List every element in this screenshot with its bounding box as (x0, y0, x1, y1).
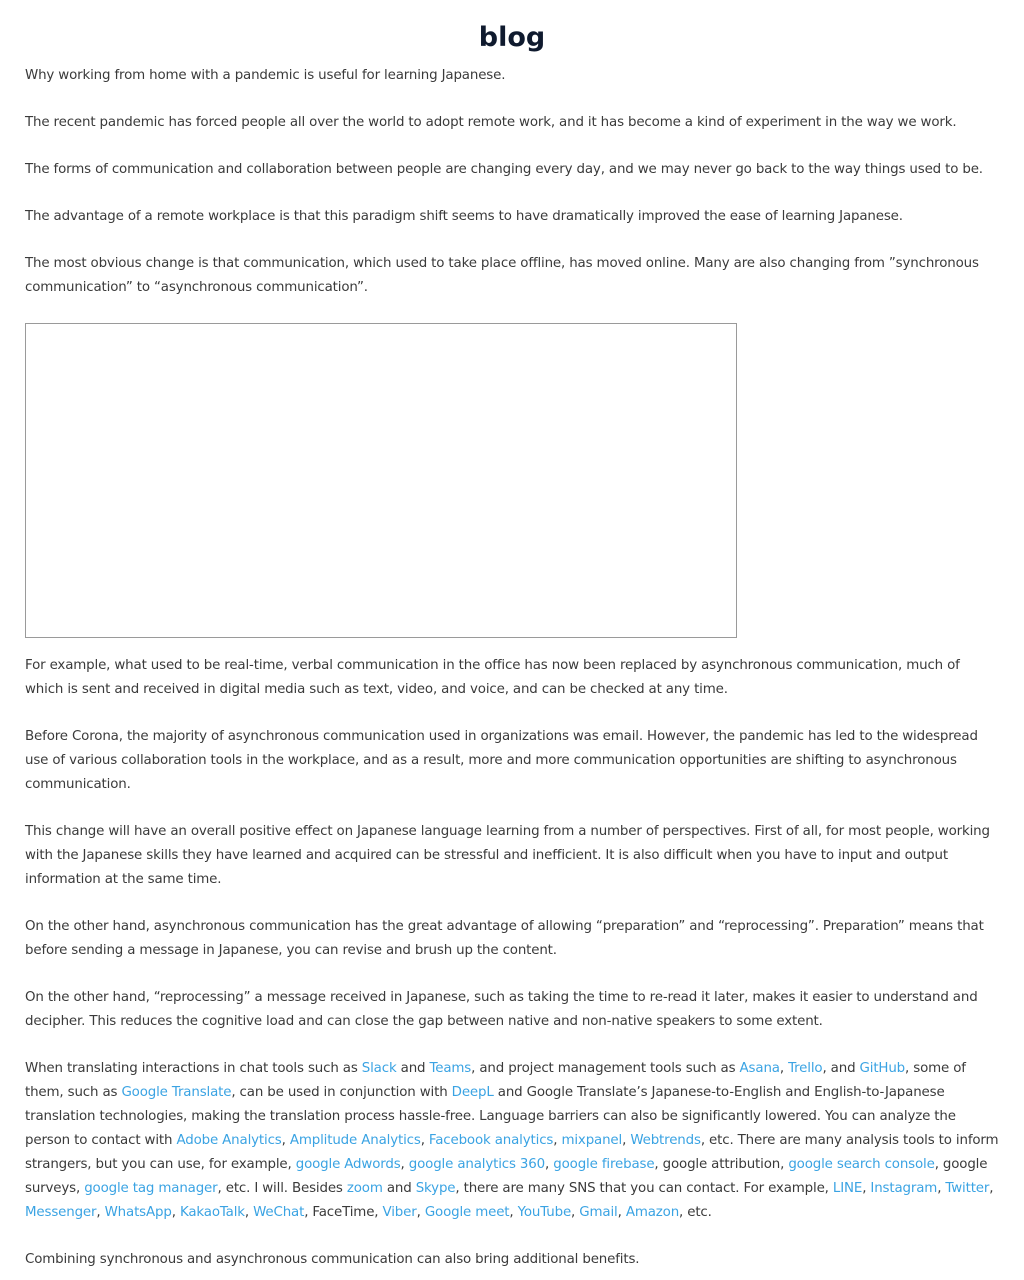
link-google-translate[interactable]: Google Translate (121, 1085, 232, 1100)
text-run: , google surveys, (25, 1157, 988, 1196)
link-google-adwords[interactable]: google Adwords (295, 1157, 401, 1172)
paragraph-intro: Why working from home with a pandemic is useful for learning Japanese. (25, 68, 506, 83)
text-run: , (96, 1205, 105, 1220)
text-run: , google attribution, (654, 1157, 789, 1172)
embedded-media-frame[interactable] (25, 323, 737, 638)
text-run: , (420, 1133, 429, 1148)
link-google-firebase[interactable]: google firebase (553, 1157, 655, 1172)
text-run: and Google Translate’s Japanese-to-English and English-to-Japanese translation technologies, making the translation process hassle-free. Language barriers can also be significantly lowered. You can analyze the person to contact with (25, 1085, 956, 1148)
paragraph: The forms of communication and collaboration between people are changing every day, and we may never go back to the way things used to be. (25, 162, 983, 177)
text-run: , (571, 1205, 580, 1220)
text-run: , (989, 1181, 994, 1196)
link-google-meet[interactable]: Google meet (424, 1205, 510, 1220)
link-youtube[interactable]: YouTube (517, 1205, 572, 1220)
link-slack[interactable]: Slack (361, 1061, 397, 1076)
link-trello[interactable]: Trello (788, 1061, 823, 1076)
text-run: and (382, 1181, 416, 1196)
text-run: , (400, 1157, 409, 1172)
link-instagram[interactable]: Instagram (870, 1181, 938, 1196)
link-amplitude-analytics[interactable]: Amplitude Analytics (289, 1133, 421, 1148)
paragraph: The most obvious change is that communication, which used to take place offline, has moved online. Many are also changing from ”synchronous communication” to “asynchronous communication”. (25, 256, 979, 295)
text-run: , (937, 1181, 946, 1196)
link-amazon[interactable]: Amazon (625, 1205, 680, 1220)
link-adobe-analytics[interactable]: Adobe Analytics (176, 1133, 282, 1148)
text-run: , (416, 1205, 425, 1220)
paragraph-tools (25, 1057, 999, 1225)
text-run: , FaceTime, (304, 1205, 383, 1220)
text-run: , (617, 1205, 626, 1220)
text-run: , (244, 1205, 254, 1220)
text-run: , etc. There are many analysis tools to inform strangers, but you can use, for example, (25, 1133, 999, 1172)
link-gmail[interactable]: Gmail (579, 1205, 618, 1220)
link-messenger[interactable]: Messenger (25, 1205, 97, 1220)
link-viber[interactable]: Viber (382, 1205, 417, 1220)
paragraph: The advantage of a remote workplace is that this paradigm shift seems to have dramatically improved the ease of learning Japanese. (25, 209, 903, 224)
link-google-analytics-360[interactable]: google analytics 360 (408, 1157, 546, 1172)
paragraph: Before Corona, the majority of asynchronous communication used in organizations was email. However, the pandemic has led to the widespread use of various collaboration tools in the workplace, and as a result, more and more communication opportunities are shifting to asynchronous communication. (25, 729, 978, 792)
link-kakaotalk[interactable]: KakaoTalk (179, 1205, 245, 1220)
link-facebook-analytics[interactable]: Facebook analytics (428, 1133, 554, 1148)
link-asana[interactable]: Asana (739, 1061, 780, 1076)
paragraph: On the other hand, asynchronous communication has the great advantage of allowing “preparation” and “reprocessing”. Preparation” means that before sending a message in Japanese, you can revise and brush up the content. (25, 919, 984, 958)
text-run: and (396, 1061, 430, 1076)
paragraph: For example, what used to be real-time, verbal communication in the office has now been replaced by asynchronous communication, much of which is sent and received in digital media such as text, video, and voice, and can be checked at any time. (25, 658, 960, 697)
paragraph: This change will have an overall positive effect on Japanese language learning from a number of perspectives. First of all, for most people, working with the Japanese skills they have learned and acquired can be stressful and inefficient. It is also difficult when you have to input and output information at the same time. (25, 824, 990, 887)
text-run: , etc. I will. Besides (217, 1181, 347, 1196)
link-whatsapp[interactable]: WhatsApp (104, 1205, 172, 1220)
text-run: , (281, 1133, 290, 1148)
link-google-search-console[interactable]: google search console (788, 1157, 935, 1172)
link-wechat[interactable]: WeChat (253, 1205, 305, 1220)
text-run: , (779, 1061, 789, 1076)
text-run: , some of them, such as (25, 1061, 966, 1100)
paragraph-closing: Combining synchronous and asynchronous communication can also bring additional benefits. (25, 1252, 640, 1267)
text-run: , (553, 1133, 562, 1148)
paragraph: On the other hand, “reprocessing” a message received in Japanese, such as taking the time to re-read it later, makes it easier to understand and decipher. This reduces the cognitive load and can close the gap between native and non-native speakers to some extent. (25, 990, 978, 1029)
link-line[interactable]: LINE (832, 1181, 863, 1196)
text-run: , (862, 1181, 871, 1196)
text-run: , (171, 1205, 180, 1220)
text-run: When translating interactions in chat tools such as (25, 1061, 362, 1076)
link-twitter[interactable]: Twitter (945, 1181, 990, 1196)
link-teams[interactable]: Teams (429, 1061, 472, 1076)
link-skype[interactable]: Skype (415, 1181, 456, 1196)
link-zoom[interactable]: zoom (346, 1181, 383, 1196)
paragraph: The recent pandemic has forced people all over the world to adopt remote work, and it has become a kind of experiment in the way we work. (25, 115, 957, 130)
link-google-tag-manager[interactable]: google tag manager (84, 1181, 218, 1196)
link-github[interactable]: GitHub (859, 1061, 906, 1076)
link-webtrends[interactable]: Webtrends (630, 1133, 701, 1148)
text-run: , and project management tools such as (471, 1061, 740, 1076)
text-run: , and (822, 1061, 860, 1076)
page-title: blog (478, 22, 546, 53)
text-run: , etc. (679, 1205, 712, 1220)
text-run: , there are many SNS that you can contact. For example, (455, 1181, 833, 1196)
link-deepl[interactable]: DeepL (451, 1085, 494, 1100)
text-run: , can be used in conjunction with (231, 1085, 452, 1100)
link-mixpanel[interactable]: mixpanel (561, 1133, 623, 1148)
text-run: , (545, 1157, 554, 1172)
text-run: , (509, 1205, 518, 1220)
text-run: , (622, 1133, 631, 1148)
